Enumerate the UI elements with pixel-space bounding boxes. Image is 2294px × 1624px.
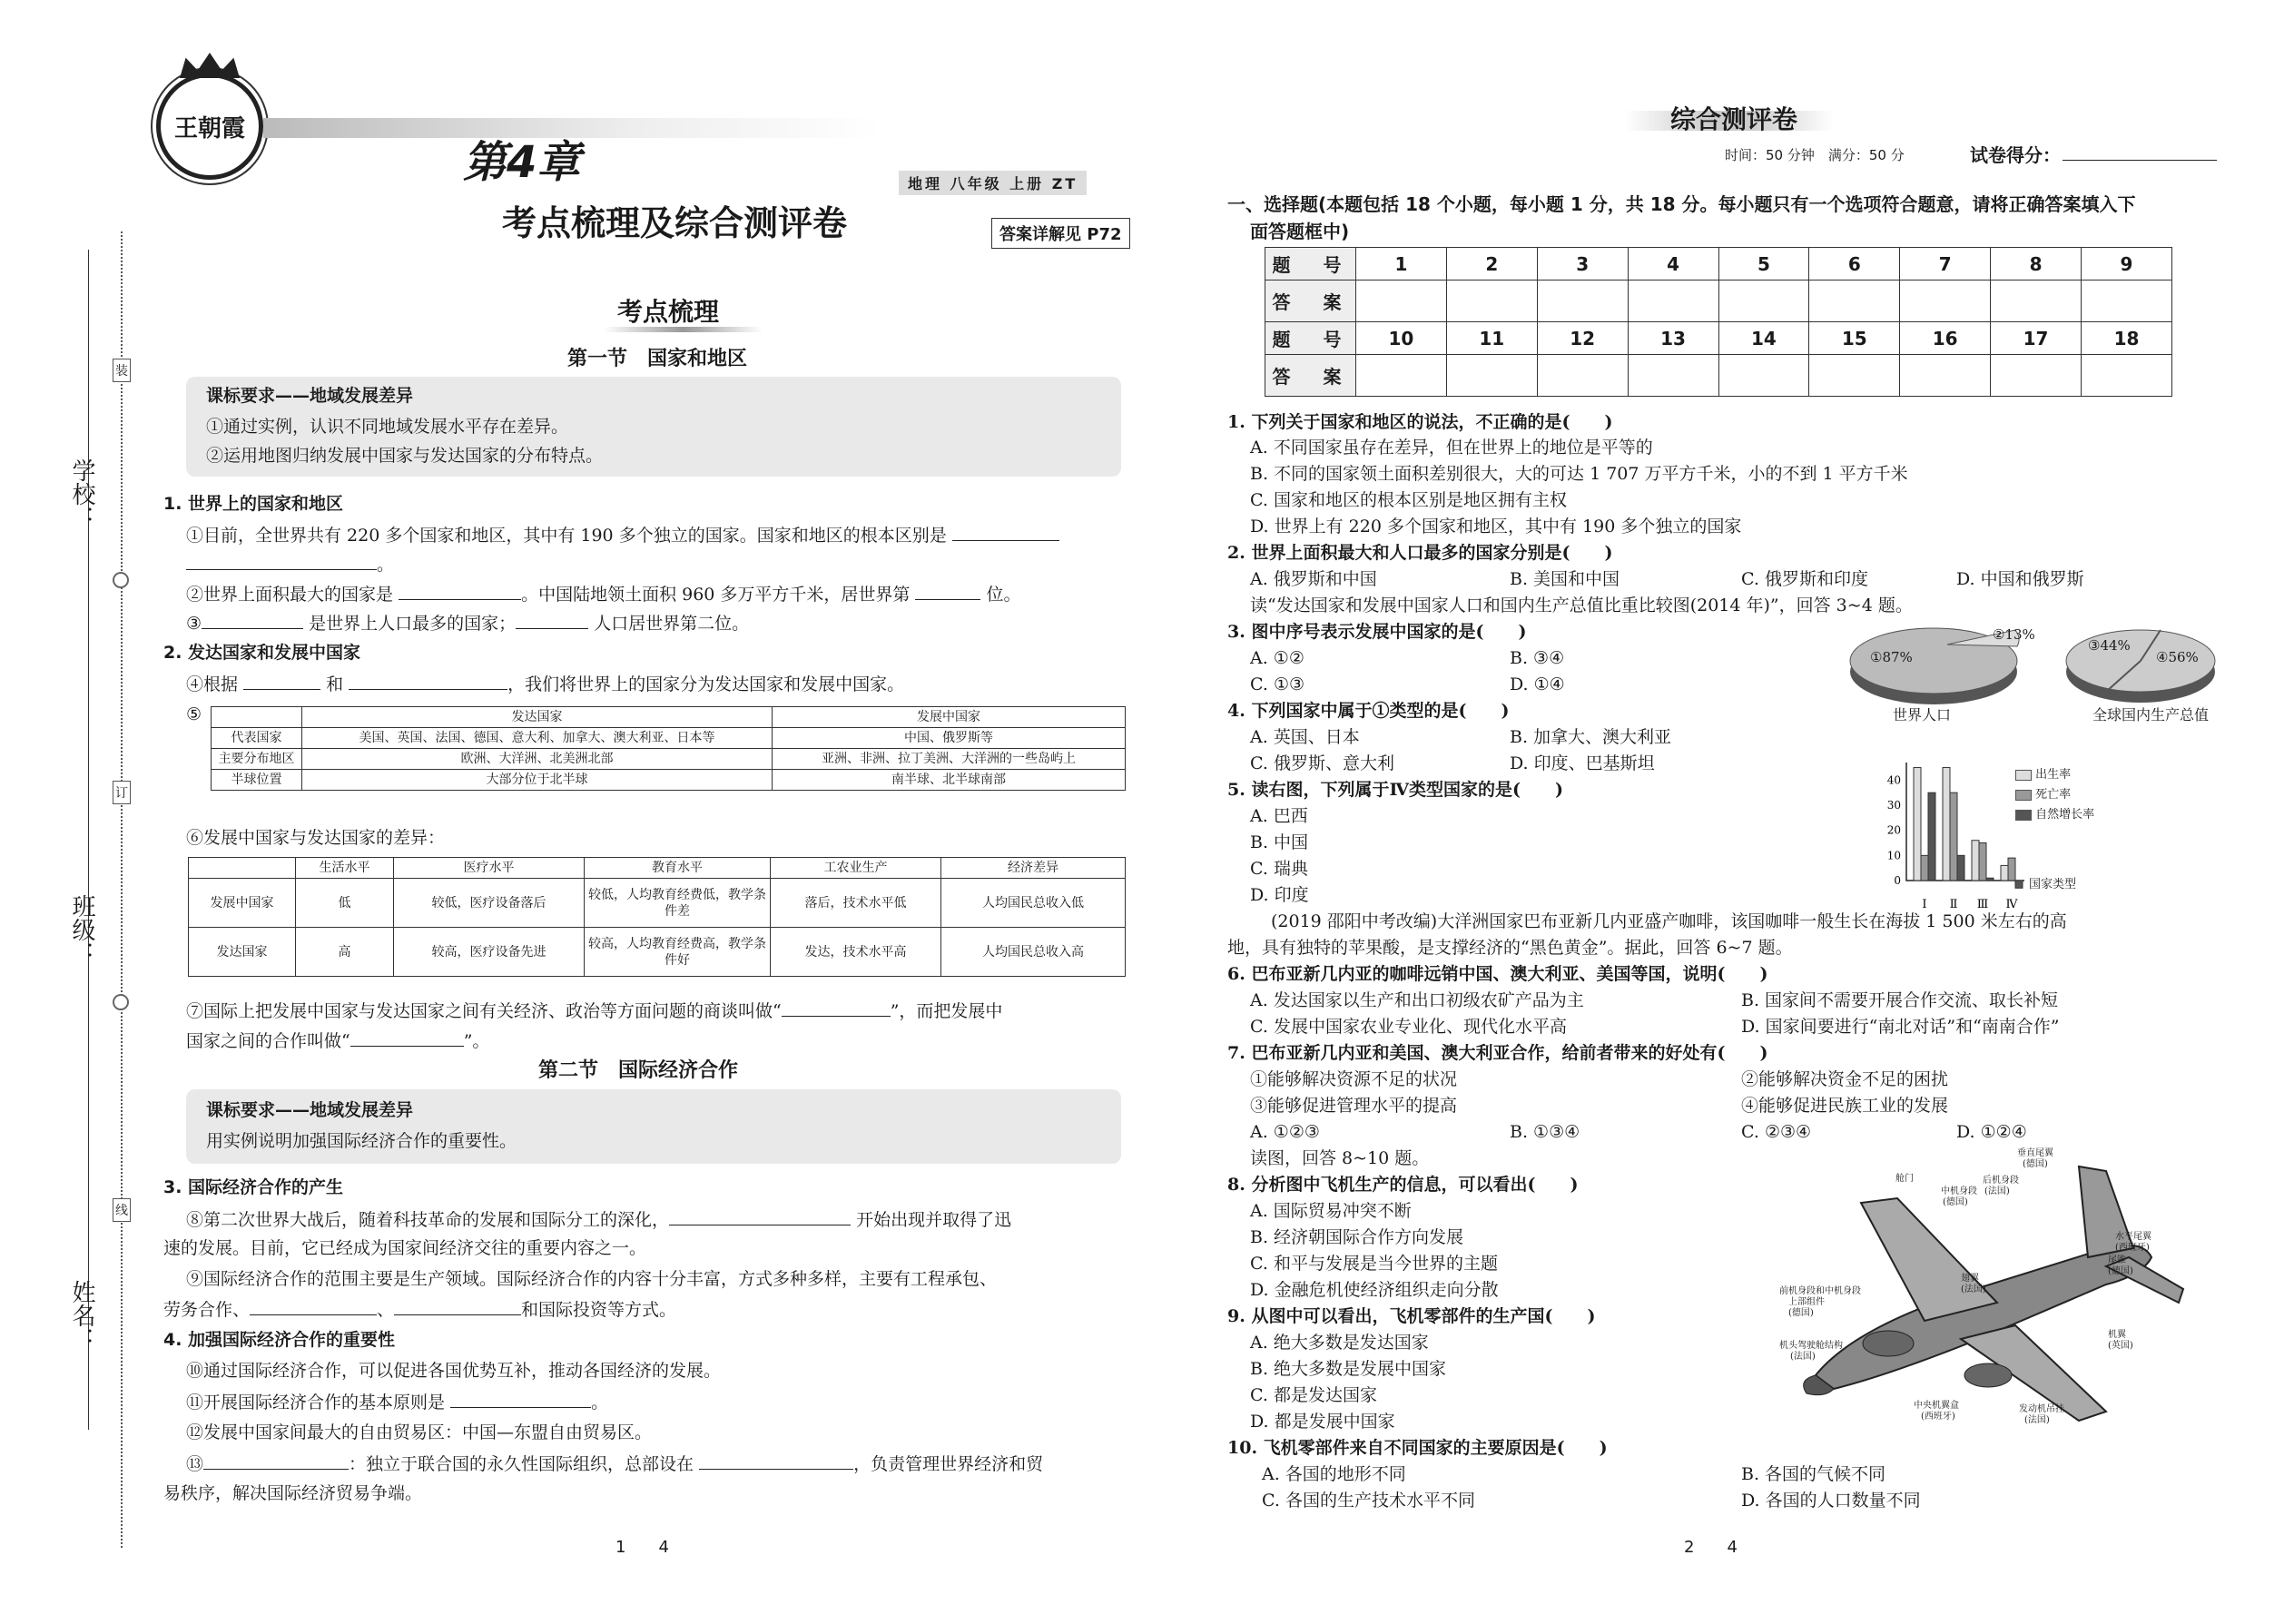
- q2-option-b: B. 美国和中国: [1510, 569, 1620, 589]
- q5-option-c: C. 瑞典: [1250, 859, 1308, 879]
- heading-3: 3. 国际经济合作的产生: [163, 1177, 344, 1197]
- q2-option-c: C. 俄罗斯和印度: [1741, 569, 1868, 589]
- para-13: [186, 1452, 1043, 1476]
- para-8-text-a: ⑧第二次世界大战后，随着科技革命的发展和国际分工的深化，: [186, 1210, 670, 1230]
- q10-option-b: B. 各国的气候不同: [1741, 1464, 1886, 1484]
- q1-option-d: D. 世界上有 220 多个国家和地区，其中有 190 多个独立的国家: [1250, 517, 1742, 536]
- para-7-text-a: ⑦国际上把发展中国家与发达国家之间有关经济、政治等方面问题的商谈叫做“: [186, 1001, 782, 1021]
- airplane-part-label: 尾锥: [2108, 1255, 2126, 1265]
- para-3-text-b: 是世界上人口最多的国家；: [309, 614, 517, 634]
- class-label: 班级：: [68, 894, 95, 965]
- para-3: [186, 611, 749, 635]
- legend-swatch-2: [2015, 790, 2032, 801]
- q4-stem: 4. 下列国家中属于①类型的是( ): [1227, 701, 1510, 721]
- q8-stem: 8. 分析图中飞机生产的信息，可以看出( ): [1227, 1175, 1579, 1195]
- para-2: [186, 582, 1021, 606]
- q1-stem: 1. 下列关于国家和地区的说法，不正确的是( ): [1227, 412, 1613, 432]
- legend-label-1: 出生率: [2035, 768, 2072, 782]
- answer-cell[interactable]: [1991, 355, 2082, 397]
- q6-option-a: A. 发达国家以生产和出口初级农矿产品为主: [1250, 990, 1584, 1010]
- answer-cell[interactable]: [1900, 355, 1991, 397]
- answer-cell[interactable]: [1446, 281, 1537, 322]
- blank-1b[interactable]: [186, 552, 377, 570]
- para-8-text-b: 开始出现并取得了迅: [856, 1210, 1012, 1230]
- para-9-cont: [163, 1297, 676, 1322]
- table-row: 答 案: [1265, 281, 2172, 322]
- x-tick-label: Ⅳ: [2005, 898, 2018, 911]
- legend-item-3: [2015, 804, 2094, 822]
- para-8-cont: 速的发展。目前，它已经成为国家间经济交往的重要内容之一。: [163, 1238, 647, 1258]
- airplane-part-label: 机翼: [2108, 1330, 2126, 1340]
- q3-option-b: B. ③④: [1510, 648, 1565, 668]
- airplane-part-label: (德国): [2023, 1159, 2048, 1169]
- difference-table: [188, 857, 1126, 977]
- airplane-part-label: 后机身段: [1983, 1176, 2019, 1186]
- legend-item-2: [2015, 784, 2071, 802]
- blank-13a[interactable]: [203, 1452, 349, 1470]
- airplane-part-label: 中央机翼盒: [1914, 1401, 1959, 1411]
- q8-option-a: A. 国际贸易冲突不断: [1250, 1201, 1412, 1221]
- q9-option-d: D. 都是发展中国家: [1250, 1412, 1395, 1432]
- airplane-part-label: (德国): [1943, 1197, 1968, 1207]
- table-row: 发展中国家 低 较低，医疗设备落后 较低，人均教育经费低，教学条件差 落后，技术水平低 人均国民总收入低: [189, 879, 1126, 928]
- para-5-marker: ⑤: [186, 704, 202, 724]
- airplane-part-label: 上部组件: [1788, 1297, 1825, 1307]
- para-2-text-a: ②世界上面积最大的国家是: [186, 585, 394, 605]
- q9-option-a: A. 绝大多数是发达国家: [1250, 1333, 1429, 1353]
- para-2-text-b: 。中国陆地领土面积 960 多万平方千米，居世界第: [521, 585, 911, 605]
- pie1-label-1: ①87%: [1870, 649, 1913, 665]
- pie1-caption: 世界人口: [1893, 706, 1952, 723]
- q10-stem: 10. 飞机零部件来自不同国家的主要原因是( ): [1227, 1438, 1608, 1458]
- table-row: 主要分布地区 欧洲、大洋洲、北美洲北部 亚洲、非洲、拉丁美洲、大洋洲的一些岛屿上: [212, 749, 1126, 770]
- q9-stem: 9. 从图中可以看出，飞机零部件的生产国( ): [1227, 1306, 1596, 1326]
- read-instruction-2: (2019 邵阳中考改编)大洋洲国家巴布亚新几内亚盛产咖啡，该国咖啡一般生长在海拔 1 500 米左右的高: [1271, 911, 2067, 931]
- para-13-text-b: ：独立于联合国的永久性国际组织，总部设在: [349, 1454, 694, 1474]
- para-9-text-d: 和国际投资等方式。: [521, 1300, 677, 1320]
- answer-cell[interactable]: [1356, 281, 1447, 322]
- table-row: 生活水平 医疗水平 教育水平 工农业生产 经济差异: [189, 858, 1126, 879]
- legend-label-3: 自然增长率: [2035, 808, 2095, 822]
- bar: [1979, 843, 1986, 881]
- para-11-text-a: ⑪开展国际经济合作的基本原则是: [186, 1393, 446, 1412]
- q7-item-1: ①能够解决资源不足的状况: [1250, 1069, 1458, 1089]
- blank-8[interactable]: [669, 1207, 851, 1225]
- table-row: 代表国家 美国、英国、法国、德国、意大利、加拿大、澳大利亚、日本等 中国、俄罗斯等: [212, 728, 1126, 749]
- x-tick-label: Ⅱ: [1949, 898, 1958, 911]
- q3-option-a: A. ①②: [1250, 648, 1305, 668]
- answer-cell[interactable]: [1718, 355, 1809, 397]
- answer-cell[interactable]: [1356, 355, 1447, 397]
- requirement-box-1: [186, 377, 1121, 477]
- q4-option-a: A. 英国、日本: [1250, 727, 1360, 747]
- airplane-part-label: (西班牙): [2115, 1243, 2150, 1253]
- bar: [2008, 858, 2015, 881]
- q10-option-d: D. 各国的人口数量不同: [1741, 1491, 1921, 1511]
- q4-option-c: C. 俄罗斯、意大利: [1250, 753, 1394, 773]
- instructions-cont: 面答题框中): [1250, 221, 1350, 242]
- answer-cell[interactable]: [2082, 355, 2172, 397]
- q7-stem: 7. 巴布亚新几内亚和美国、澳大利亚合作，给前者带来的好处有( ): [1227, 1043, 1768, 1063]
- para-10: ⑩通过国际经济合作，可以促进各国优势互补，推动各国经济的发展。: [186, 1361, 722, 1381]
- right-title: 综合测评卷: [1670, 104, 1798, 134]
- req1-item-2: ②运用地图归纳发展中国家与发达国家的分布特点。: [206, 446, 604, 466]
- developed-developing-table: [211, 706, 1126, 791]
- blank-2b[interactable]: [915, 582, 980, 600]
- blank-1a[interactable]: [952, 523, 1059, 541]
- blank-2a[interactable]: [399, 582, 521, 600]
- legend-label-2: 死亡率: [2035, 788, 2072, 802]
- para-3-text-a: ③: [186, 614, 202, 634]
- airplane-part-label: (英国): [2108, 1341, 2133, 1351]
- airplane-part-label: 水平尾翼: [2115, 1232, 2151, 1242]
- q5-option-b: B. 中国: [1250, 832, 1309, 852]
- legend-swatch-1: [2015, 770, 2032, 781]
- q6-stem: 6. 巴布亚新几内亚的咖啡远销中国、澳大利亚、美国等国，说明( ): [1227, 964, 1768, 984]
- airplane-part-label: (法国): [1790, 1352, 1816, 1362]
- q5-option-a: A. 巴西: [1250, 806, 1308, 826]
- q8-option-c: C. 和平与发展是当今世界的主题: [1250, 1254, 1498, 1274]
- answer-cell[interactable]: [2082, 281, 2172, 322]
- para-7-text-c: 国家之间的合作叫做“: [186, 1031, 350, 1051]
- q7-item-4: ④能够促进民族工业的发展: [1741, 1096, 1949, 1116]
- para-4-text-b: 和: [326, 674, 344, 694]
- bar: [1921, 855, 1928, 881]
- airplane-part-label: 中机身段: [1941, 1186, 1977, 1196]
- table-row: 发达国家 高 较高，医疗设备先进 较高，人均教育经费高，教学条件好 发达，技术水平高 人均国民总收入高: [189, 928, 1126, 977]
- q1-option-a: A. 不同国家虽存在差异，但在世界上的地位是平等的: [1250, 438, 1653, 458]
- q6-option-c: C. 发展中国家农业专业化、现代化水平高: [1250, 1017, 1567, 1037]
- airplane-part-label: 垂直尾翼: [2017, 1148, 2053, 1158]
- q7-option-d: D. ①②④: [1956, 1122, 2027, 1142]
- bar: [1943, 768, 1950, 881]
- left-title-underline: [604, 327, 763, 332]
- para-11-text-b: 。: [591, 1393, 609, 1412]
- para-1-text: ①目前，全世界共有 220 多个国家和地区，其中有 190 多个独立的国家。国家和地区的根本区别是: [186, 526, 947, 546]
- left-page-number: 1 4: [615, 1538, 669, 1557]
- answer-cell[interactable]: [1628, 355, 1718, 397]
- heading-4: 4. 加强国际经济合作的重要性: [163, 1330, 396, 1350]
- q4-option-b: B. 加拿大、澳大利亚: [1510, 727, 1672, 747]
- para-7-cont: [186, 1029, 489, 1053]
- q7-item-3: ③能够促进管理水平的提高: [1250, 1096, 1458, 1116]
- bar: [1986, 878, 1994, 881]
- q2-stem: 2. 世界上面积最大和人口最多的国家分别是( ): [1227, 543, 1613, 563]
- para-7-text-d: ”。: [463, 1031, 490, 1051]
- airplane-part-label: (德国): [2108, 1266, 2133, 1276]
- para-9-text-c: 、: [377, 1300, 395, 1320]
- bar: [2015, 881, 2023, 888]
- name-label: 姓名：: [68, 1280, 95, 1351]
- para-13-text-c: ，负责管理世界经济和贸: [853, 1454, 1044, 1474]
- q7-option-c: C. ②③④: [1741, 1122, 1812, 1142]
- para-7-text-b: ”，而把发展中: [890, 1001, 1003, 1021]
- q1-option-c: C. 国家和地区的根本区别是地区拥有主权: [1250, 490, 1567, 510]
- bar: [1914, 768, 1921, 881]
- q3-option-c: C. ①③: [1250, 674, 1305, 694]
- req1-title: 课标要求——地域发展差异: [206, 386, 414, 406]
- bar: [1957, 855, 1964, 881]
- binding-ring-2: [113, 994, 129, 1010]
- airplane-part-label: 翅翼: [1961, 1274, 1979, 1284]
- binding-ring-1: [113, 572, 129, 588]
- para-12: ⑫发展中国家间最大的自由贸易区：中国—东盟自由贸易区。: [186, 1422, 653, 1442]
- answer-cell[interactable]: [1628, 281, 1718, 322]
- q3-option-d: D. ①④: [1510, 674, 1565, 694]
- q9-option-c: C. 都是发达国家: [1250, 1385, 1377, 1405]
- blank-9b[interactable]: [394, 1297, 521, 1315]
- blank-3a[interactable]: [202, 611, 303, 629]
- answer-cell[interactable]: [1537, 281, 1628, 322]
- blank-7b[interactable]: [350, 1029, 464, 1047]
- airplane-part-label: 机头驾驶舱结构: [1779, 1341, 1843, 1351]
- binding-dashed-line: [121, 231, 123, 1548]
- para-8: [186, 1207, 1011, 1232]
- q7-option-b: B. ①③④: [1510, 1122, 1580, 1142]
- school-label: 学校：: [68, 458, 95, 529]
- q3-stem: 3. 图中序号表示发展中国家的是( ): [1227, 622, 1527, 642]
- y-tick-label: 40: [1886, 773, 1901, 787]
- heading-1: 1. 世界上的国家和地区: [163, 494, 344, 514]
- q5-stem: 5. 读右图，下列属于Ⅳ类型国家的是( ): [1227, 780, 1563, 800]
- answer-cell[interactable]: [1900, 281, 1991, 322]
- answer-cell[interactable]: [1809, 281, 1900, 322]
- blank-11[interactable]: [450, 1390, 591, 1408]
- q6-option-d: D. 国家间要进行“南北对话”和“南南合作”: [1741, 1017, 2060, 1037]
- blank-13b[interactable]: [699, 1452, 853, 1470]
- blank-9a[interactable]: [250, 1297, 377, 1315]
- para-1: [186, 523, 1059, 547]
- x-tick-label: Ⅲ: [1976, 898, 1989, 911]
- answer-cell[interactable]: [1446, 355, 1537, 397]
- answer-cell[interactable]: [1718, 281, 1809, 322]
- para-1-cont: [186, 552, 394, 576]
- y-tick-label: 0: [1894, 874, 1901, 887]
- airplane-part-label: 舱门: [1895, 1174, 1914, 1184]
- para-9: ⑨国际经济合作的范围主要是生产领域。国际经济合作的内容十分丰富，方式多种多样，主要有工程承包、: [186, 1269, 998, 1289]
- q8-option-d: D. 金融危机使经济组织走向分散: [1250, 1280, 1499, 1300]
- legend-item-1: [2015, 764, 2071, 782]
- binding-mark-3: 线: [113, 1198, 131, 1222]
- bar: [1950, 792, 1957, 881]
- legend-swatch-3: [2015, 810, 2032, 821]
- blank-4a[interactable]: [243, 672, 320, 690]
- para-13-cont: 易秩序，解决国际经济贸易争端。: [163, 1483, 423, 1503]
- airplane-labels: [1779, 1148, 2197, 1457]
- logo-text: 王朝霞: [173, 115, 245, 143]
- chapter-title: 第4章: [463, 137, 581, 188]
- airplane-part-label: (法国): [2024, 1415, 2050, 1425]
- binding-mark-1: 装: [113, 359, 131, 382]
- req2-item-1: 用实例说明加强国际经济合作的重要性。: [206, 1131, 517, 1151]
- para-1-end: 。: [377, 555, 395, 575]
- q10-option-c: C. 各国的生产技术水平不同: [1262, 1491, 1475, 1511]
- instructions: 一、选择题(本题包括 18 个小题，每小题 1 分，共 18 分。每小题只有一个选项符合题意，请将正确答案填入下: [1227, 193, 2136, 215]
- y-tick-label: 10: [1886, 849, 1901, 862]
- airplane-part-label: (德国): [1788, 1308, 1814, 1318]
- binding-mark-2: 订: [113, 781, 131, 804]
- q7-item-2: ②能够解决资金不足的困扰: [1741, 1069, 1949, 1089]
- bar: [2001, 865, 2008, 881]
- q10-option-a: A. 各国的地形不同: [1262, 1464, 1406, 1484]
- req1-item-1: ①通过实例，认识不同地域发展水平存在差异。: [206, 417, 569, 437]
- para-9-text-b: 劳务合作、: [163, 1300, 251, 1320]
- q4-option-d: D. 印度、巴基斯坦: [1510, 753, 1655, 773]
- para-3-text-c: 人口居世界第二位。: [594, 614, 750, 634]
- right-page-number: 2 4: [1684, 1538, 1738, 1557]
- bar: [1972, 841, 1979, 881]
- q7-option-a: A. ①②③: [1250, 1122, 1320, 1142]
- q1-option-b: B. 不同的国家领土面积差别很大，大的可达 1 707 万平方千米，小的不到 1 平方千米: [1250, 464, 1908, 484]
- para-6: ⑥发展中国家与发达国家的差异：: [186, 828, 446, 848]
- blank-7a[interactable]: [782, 999, 891, 1017]
- read-instruction-3: 读图，回答 8~10 题。: [1250, 1148, 1430, 1168]
- section-1-heading: 第一节 国家和地区: [567, 348, 748, 370]
- req2-title: 课标要求——地域发展差异: [206, 1100, 414, 1120]
- table-row: 题 号 10 11 12 13 14 15 16 17 18: [1265, 322, 2172, 355]
- para-4-text-c: ，我们将世界上的国家分为发达国家和发展中国家。: [507, 674, 905, 694]
- blank-3b[interactable]: [516, 611, 588, 629]
- section-2-heading: 第二节 国际经济合作: [538, 1059, 739, 1082]
- y-tick-label: 20: [1886, 823, 1901, 837]
- para-4: [186, 672, 904, 696]
- pie2-label-4: ④56%: [2156, 649, 2199, 665]
- score-label: 试卷得分：: [1970, 144, 2061, 166]
- airplane-part-label: (法国): [1984, 1186, 2010, 1196]
- airplane-part-label: (西班牙): [1921, 1412, 1955, 1422]
- logo-crown-icon: [180, 53, 240, 78]
- heading-2: 2. 发达国家和发展中国家: [163, 643, 361, 663]
- pie2-caption: 全球国内生产总值: [2092, 706, 2210, 723]
- binding-solid-line: [88, 250, 89, 1430]
- airplane-part-label: 前机身段和中机身段: [1779, 1286, 1861, 1296]
- blank-4b[interactable]: [349, 672, 507, 690]
- answer-cell[interactable]: [1537, 355, 1628, 397]
- pie2-label-3: ③44%: [2088, 637, 2131, 654]
- table-row: 发达国家 发展中国家: [212, 707, 1126, 728]
- q2-option-a: A. 俄罗斯和中国: [1250, 569, 1377, 589]
- q2-option-d: D. 中国和俄罗斯: [1956, 569, 2084, 589]
- read-instruction-2-cont: 地，具有独特的苹果酸，是支撑经济的“黑色黄金”。据此，回答 6~7 题。: [1227, 938, 1793, 958]
- exam-info: 时间：50 分钟 满分：50 分: [1725, 147, 1905, 163]
- q8-option-b: B. 经济朝国际合作方向发展: [1250, 1227, 1464, 1247]
- y-tick-label: 30: [1886, 799, 1901, 812]
- logo-emblem: [156, 73, 263, 180]
- table-row: 答 案: [1265, 355, 2172, 397]
- para-4-text-a: ④根据: [186, 674, 239, 694]
- para-7: [186, 999, 1002, 1023]
- answer-ref: 答案详解见 P72: [991, 218, 1130, 249]
- left-section-title: 考点梳理: [617, 297, 720, 327]
- table-row: 题 号 1 2 3 4 5 6 7 8 9: [1265, 248, 2172, 281]
- answer-cell[interactable]: [1809, 355, 1900, 397]
- read-instruction-1: 读“发达国家和发展中国家人口和国内生产总值比重比较图(2014 年)”，回答 3~4 题。: [1250, 595, 1913, 615]
- para-2-text-c: 位。: [986, 585, 1021, 605]
- q9-option-b: B. 绝大多数是发展中国家: [1250, 1359, 1447, 1379]
- para-11: [186, 1390, 608, 1414]
- pie1-label-2: ②13%: [1993, 626, 2035, 643]
- airplane-part-label: 发动机吊挂: [2019, 1404, 2064, 1414]
- airplane-part-label: (法国): [1961, 1284, 1986, 1294]
- header-subtitle: 考点梳理及综合测评卷: [502, 202, 848, 243]
- bar: [1928, 792, 1935, 881]
- q6-option-b: B. 国家间不需要开展合作交流、取长补短: [1741, 990, 2059, 1010]
- bar-xlabel: 国家类型: [2029, 878, 2077, 891]
- x-tick-label: Ⅰ: [1922, 898, 1927, 911]
- answer-grid: [1265, 247, 2172, 397]
- header-meta: 地理 八年级 上册 ZT: [899, 171, 1087, 195]
- score-blank[interactable]: [2063, 160, 2217, 161]
- answer-cell[interactable]: [1991, 281, 2082, 322]
- q5-option-d: D. 印度: [1250, 885, 1309, 905]
- table-row: 半球位置 大部分位于北半球 南半球、北半球南部: [212, 770, 1126, 791]
- para-13-text-a: ⑬: [186, 1454, 204, 1474]
- requirement-box-2: [186, 1089, 1121, 1164]
